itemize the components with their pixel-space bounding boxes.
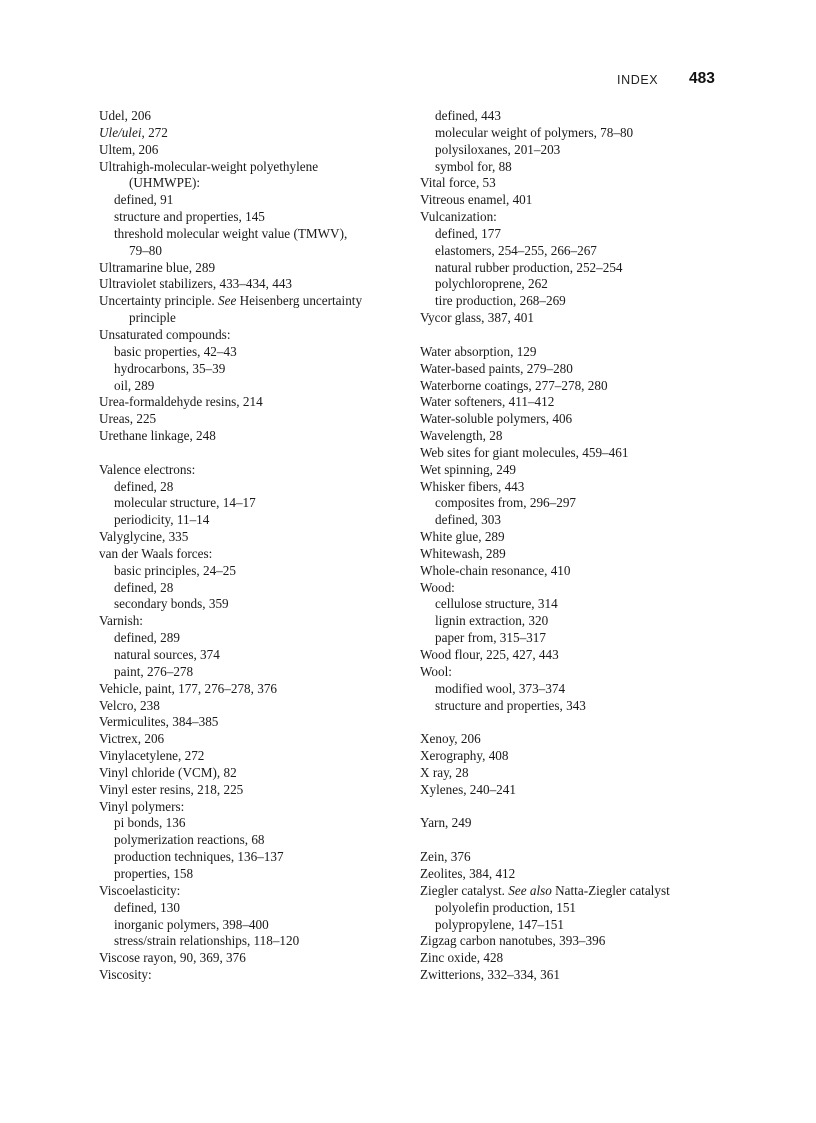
index-entry: Ureas, 225 (99, 411, 157, 427)
index-subentry: polypropylene, 147–151 (435, 916, 564, 932)
index-subentry: structure and properties, 343 (435, 697, 586, 713)
index-entry: Yarn, 249 (420, 815, 472, 831)
header-label: INDEX (617, 73, 659, 87)
index-entry: Xenoy, 206 (420, 731, 481, 747)
index-subentry: molecular weight of polymers, 78–80 (435, 124, 634, 140)
index-subentry: lignin extraction, 320 (435, 613, 549, 629)
running-header (0, 70, 816, 90)
index-subentry: defined, 28 (114, 478, 174, 494)
index-entry: Viscosity: (99, 967, 152, 983)
index-subentry: pi bonds, 136 (114, 815, 186, 831)
index-entry: Vitreous enamel, 401 (420, 192, 533, 208)
index-entry: Waterborne coatings, 277–278, 280 (420, 377, 608, 393)
index-entry: Urea-formaldehyde resins, 214 (99, 394, 263, 410)
index-entry: Wavelength, 28 (420, 428, 503, 444)
index-entry: Vital force, 53 (420, 175, 496, 191)
index-subentry: properties, 158 (114, 865, 194, 881)
index-subentry: periodicity, 11–14 (114, 512, 210, 528)
index-entry: Water softeners, 411–412 (420, 394, 555, 410)
index-entry: Vinylacetylene, 272 (99, 748, 205, 764)
italic-term: Ule/ulei (99, 124, 142, 140)
index-subentry: paint, 276–278 (114, 663, 194, 679)
index-subentry: modified wool, 373–374 (435, 680, 566, 696)
index-column-left (99, 108, 404, 984)
section-gap (99, 445, 404, 462)
index-subentry: polysiloxanes, 201–203 (435, 141, 561, 157)
index-entry: Ultem, 206 (99, 141, 159, 157)
index-subentry: production techniques, 136–137 (114, 849, 284, 865)
index-subentry: symbol for, 88 (435, 158, 512, 174)
index-subentry: polychloroprene, 262 (435, 276, 548, 292)
index-subentry: secondary bonds, 359 (114, 596, 229, 612)
index-entry: White glue, 289 (420, 529, 505, 545)
section-gap (420, 832, 730, 849)
index-entry: Vulcanization: (420, 209, 497, 225)
entry-pages: , 272 (141, 124, 168, 140)
index-entry: Xerography, 408 (420, 748, 509, 764)
index-subentry: defined, 443 (435, 108, 501, 123)
index-entry: Vehicle, paint, 177, 276–278, 376 (99, 680, 278, 696)
index-subentry: defined, 303 (435, 512, 501, 528)
index-entry: Zigzag carbon nanotubes, 393–396 (420, 933, 606, 949)
index-subentry: defined, 91 (114, 192, 174, 208)
index-entry: Wood: (420, 579, 455, 595)
index-entry: Web sites for giant molecules, 459–461 (420, 444, 629, 460)
section-gap (420, 714, 730, 731)
index-entry: Vermiculites, 384–385 (99, 714, 219, 730)
index-entry: Zein, 376 (420, 849, 471, 865)
index-subentry: structure and properties, 145 (114, 209, 265, 225)
index-entry-continuation: 79–80 (129, 242, 162, 258)
index-subentry: defined, 28 (114, 579, 174, 595)
index-entry: Varnish: (99, 613, 143, 629)
index-entry: X ray, 28 (420, 764, 469, 780)
entry-term: Ziegler catalyst. (420, 882, 509, 898)
index-subentry: oil, 289 (114, 377, 155, 393)
index-entry: Vycor glass, 387, 401 (420, 310, 534, 326)
index-subentry: natural sources, 374 (114, 647, 220, 662)
index-entry: Wood flour, 225, 427, 443 (420, 647, 559, 662)
index-subentry: basic principles, 24–25 (114, 562, 236, 578)
index-entry: Victrex, 206 (99, 731, 165, 747)
index-entry-continuation: (UHMWPE): (129, 175, 201, 191)
section-gap (420, 799, 730, 816)
entry-term: Uncertainty principle. (99, 293, 219, 309)
index-entry: Zwitterions, 332–334, 361 (420, 967, 560, 983)
index-entry: Whitewash, 289 (420, 545, 506, 561)
index-subentry: polyolefin production, 151 (435, 899, 577, 915)
index-entry: Ultrahigh-molecular-weight polyethylene (99, 158, 319, 174)
see-reference: See also (508, 882, 552, 898)
index-entry (99, 293, 404, 310)
index-subentry: paper from, 315–317 (435, 630, 546, 646)
index-entry (420, 883, 730, 900)
index-entry: Whisker fibers, 443 (420, 478, 525, 494)
index-subentry: defined, 289 (114, 630, 180, 646)
index-entry: Xylenes, 240–241 (420, 781, 516, 797)
index-subentry: defined, 177 (435, 225, 501, 241)
index-column-right (420, 108, 730, 984)
index-entry: Vinyl polymers: (99, 798, 185, 814)
index-subentry: basic properties, 42–43 (114, 343, 237, 359)
index-entry: Vinyl ester resins, 218, 225 (99, 781, 244, 797)
index-entry: Udel, 206 (99, 108, 152, 123)
index-entry: Water absorption, 129 (420, 343, 537, 359)
index-entry: Valyglycine, 335 (99, 529, 189, 545)
index-subentry: cellulose structure, 314 (435, 596, 558, 612)
index-entry: Unsaturated compounds: (99, 326, 231, 342)
see-reference: See (218, 293, 237, 309)
section-gap (420, 327, 730, 344)
index-entry: Wet spinning, 249 (420, 461, 517, 477)
index-subentry: natural rubber production, 252–254 (435, 259, 623, 275)
index-subentry: defined, 130 (114, 899, 180, 915)
index-entry: Whole-chain resonance, 410 (420, 562, 571, 578)
page-number: 483 (689, 70, 715, 87)
index-entry: Zeolites, 384, 412 (420, 865, 516, 881)
index-subentry: polymerization reactions, 68 (114, 832, 265, 848)
index-subentry: inorganic polymers, 398–400 (114, 916, 269, 932)
index-subentry: tire production, 268–269 (435, 293, 566, 309)
index-entry: Velcro, 238 (99, 697, 160, 713)
index-entry: van der Waals forces: (99, 545, 213, 561)
index-entry: Viscoelasticity: (99, 882, 181, 898)
index-entry: Ultraviolet stabilizers, 433–434, 443 (99, 276, 293, 292)
cross-reference-target: Heisenberg uncertainty (236, 293, 363, 309)
cross-reference-target: Natta-Ziegler catalyst (551, 882, 670, 898)
index-subentry: stress/strain relationships, 118–120 (114, 933, 300, 949)
index-entry: Zinc oxide, 428 (420, 950, 504, 966)
index-entry: Water-soluble polymers, 406 (420, 411, 573, 427)
index-subentry: composites from, 296–297 (435, 495, 577, 511)
index-entry: Vinyl chloride (VCM), 82 (99, 764, 237, 780)
index-entry: Urethane linkage, 248 (99, 428, 216, 444)
index-subentry: threshold molecular weight value (TMWV), (114, 225, 348, 241)
index-entry (99, 125, 404, 142)
index-entry: Ultramarine blue, 289 (99, 259, 216, 275)
index-subentry: molecular structure, 14–17 (114, 495, 256, 511)
index-entry-continuation: principle (129, 310, 176, 326)
index-entry: Valence electrons: (99, 461, 196, 477)
index-entry: Water-based paints, 279–280 (420, 360, 573, 376)
index-entry: Viscose rayon, 90, 369, 376 (99, 950, 246, 966)
index-subentry: hydrocarbons, 35–39 (114, 360, 226, 376)
index-entry: Wool: (420, 663, 452, 679)
index-subentry: elastomers, 254–255, 266–267 (435, 242, 597, 258)
